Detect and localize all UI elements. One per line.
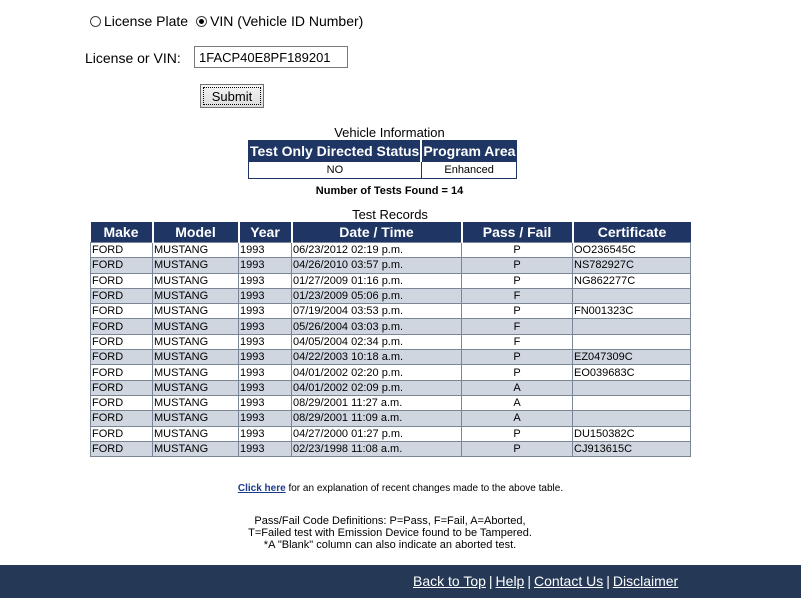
pass-fail-cell: A — [462, 395, 573, 410]
pass-fail-cell: P — [462, 350, 573, 365]
test-records-table — [90, 222, 691, 457]
certificate-header: Certificate — [573, 222, 691, 243]
program-area-value: Enhanced — [421, 162, 517, 179]
make-cell: FORD — [91, 350, 153, 365]
pass-fail-cell: P — [462, 258, 573, 273]
year-header: Year — [239, 222, 292, 243]
make-cell: FORD — [91, 273, 153, 288]
make-cell: FORD — [91, 243, 153, 258]
model-cell: MUSTANG — [153, 243, 239, 258]
search-type-group — [90, 13, 371, 29]
click-here-link[interactable]: Click here — [237, 483, 286, 494]
certificate-cell — [573, 411, 691, 426]
model-cell: MUSTANG — [153, 411, 239, 426]
pass-fail-cell: P — [462, 273, 573, 288]
pass-fail-cell: F — [462, 319, 573, 334]
model-cell: MUSTANG — [153, 304, 239, 319]
vin-label[interactable]: VIN (Vehicle ID Number) — [210, 13, 364, 29]
certificate-cell — [573, 380, 691, 395]
certificate-cell — [573, 395, 691, 410]
license-plate-label[interactable]: License Plate — [104, 13, 189, 29]
contact-us-link[interactable]: Contact Us — [533, 573, 604, 589]
model-cell: MUSTANG — [153, 288, 239, 303]
pass-fail-cell: F — [462, 288, 573, 303]
year-cell: 1993 — [239, 395, 292, 410]
vin-radio[interactable] — [196, 16, 207, 27]
model-cell: MUSTANG — [153, 334, 239, 349]
program-area-header: Program Area — [421, 141, 517, 162]
make-header: Make — [91, 222, 153, 243]
table-row — [91, 426, 691, 441]
footer-separator: | — [527, 573, 531, 589]
table-row — [91, 365, 691, 380]
pass-fail-header: Pass / Fail — [462, 222, 573, 243]
test-records-title: Test Records — [352, 207, 428, 222]
changes-note-text: for an explanation of recent changes made to the above table. — [285, 483, 564, 494]
year-cell: 1993 — [239, 380, 292, 395]
year-cell: 1993 — [239, 365, 292, 380]
make-cell: FORD — [91, 304, 153, 319]
test-only-directed-status-header: Test Only Directed Status — [249, 141, 422, 162]
disclaimer-link[interactable]: Disclaimer — [612, 573, 679, 589]
help-link[interactable]: Help — [495, 573, 525, 589]
model-cell: MUSTANG — [153, 258, 239, 273]
certificate-cell — [573, 288, 691, 303]
certificate-cell: DU150382C — [573, 426, 691, 441]
date-time-cell: 05/26/2004 03:03 p.m. — [292, 319, 462, 334]
model-cell: MUSTANG — [153, 426, 239, 441]
pass-fail-cell: A — [462, 380, 573, 395]
year-cell: 1993 — [239, 319, 292, 334]
model-cell: MUSTANG — [153, 380, 239, 395]
year-cell: 1993 — [239, 288, 292, 303]
vehicle-info-table — [248, 140, 517, 179]
date-time-cell: 01/23/2009 05:06 p.m. — [292, 288, 462, 303]
license-plate-radio[interactable] — [90, 16, 101, 27]
make-cell: FORD — [91, 441, 153, 456]
certificate-cell: EO039683C — [573, 365, 691, 380]
table-row — [91, 304, 691, 319]
table-row — [91, 288, 691, 303]
year-cell: 1993 — [239, 304, 292, 319]
certificate-cell: OO236545C — [573, 243, 691, 258]
year-cell: 1993 — [239, 273, 292, 288]
model-cell: MUSTANG — [153, 365, 239, 380]
footer-separator: | — [606, 573, 610, 589]
table-row — [91, 273, 691, 288]
year-cell: 1993 — [239, 411, 292, 426]
year-cell: 1993 — [239, 334, 292, 349]
certificate-cell: FN001323C — [573, 304, 691, 319]
make-cell: FORD — [91, 426, 153, 441]
date-time-cell: 04/05/2004 02:34 p.m. — [292, 334, 462, 349]
date-time-header: Date / Time — [292, 222, 462, 243]
certificate-cell: NS782927C — [573, 258, 691, 273]
model-cell: MUSTANG — [153, 441, 239, 456]
make-cell: FORD — [91, 258, 153, 273]
certificate-cell — [573, 319, 691, 334]
make-cell: FORD — [91, 319, 153, 334]
date-time-cell: 01/27/2009 01:16 p.m. — [292, 273, 462, 288]
make-cell: FORD — [91, 334, 153, 349]
pass-fail-cell: P — [462, 426, 573, 441]
year-cell: 1993 — [239, 243, 292, 258]
year-cell: 1993 — [239, 441, 292, 456]
certificate-cell: CJ913615C — [573, 441, 691, 456]
test-records-header-row — [91, 222, 691, 243]
table-row — [91, 395, 691, 410]
table-row — [91, 319, 691, 334]
license-or-vin-label: License or VIN: — [85, 50, 181, 66]
model-cell: MUSTANG — [153, 319, 239, 334]
footer — [0, 565, 801, 598]
date-time-cell: 08/29/2001 11:09 a.m. — [292, 411, 462, 426]
test-only-directed-status-value: NO — [249, 162, 422, 179]
year-cell: 1993 — [239, 426, 292, 441]
pass-fail-cell: P — [462, 441, 573, 456]
pass-fail-cell: A — [462, 411, 573, 426]
submit-button[interactable]: Submit — [200, 84, 264, 108]
model-header: Model — [153, 222, 239, 243]
definitions-line: Pass/Fail Code Definitions: P=Pass, F=Fail, A=Aborted, — [254, 515, 526, 527]
date-time-cell: 04/22/2003 10:18 a.m. — [292, 350, 462, 365]
year-cell: 1993 — [239, 350, 292, 365]
date-time-cell: 04/27/2000 01:27 p.m. — [292, 426, 462, 441]
model-cell: MUSTANG — [153, 395, 239, 410]
make-cell: FORD — [91, 411, 153, 426]
date-time-cell: 06/23/2012 02:19 p.m. — [292, 243, 462, 258]
pass-fail-cell: F — [462, 334, 573, 349]
back-to-top-link[interactable]: Back to Top — [413, 573, 486, 589]
model-cell: MUSTANG — [153, 273, 239, 288]
table-row — [91, 380, 691, 395]
table-row — [91, 243, 691, 258]
model-cell: MUSTANG — [153, 350, 239, 365]
make-cell: FORD — [91, 380, 153, 395]
table-row — [91, 334, 691, 349]
table-row — [91, 411, 691, 426]
license-or-vin-input[interactable] — [194, 46, 348, 68]
certificate-cell: NG862277C — [573, 273, 691, 288]
make-cell: FORD — [91, 395, 153, 410]
date-time-cell: 04/26/2010 03:57 p.m. — [292, 258, 462, 273]
vehicle-info-title: Vehicle Information — [334, 125, 445, 140]
pass-fail-cell: P — [462, 365, 573, 380]
table-row — [91, 350, 691, 365]
changes-note — [0, 483, 801, 494]
make-cell: FORD — [91, 365, 153, 380]
footer-separator: | — [488, 573, 493, 589]
tests-found-count: Number of Tests Found = 14 — [315, 185, 464, 197]
table-row — [91, 258, 691, 273]
pass-fail-cell: P — [462, 243, 573, 258]
definitions-line: T=Failed test with Emission Device found to be Tampered. — [248, 527, 532, 539]
certificate-cell — [573, 334, 691, 349]
date-time-cell: 02/23/1998 11:08 a.m. — [292, 441, 462, 456]
pass-fail-cell: P — [462, 304, 573, 319]
definitions-line: *A "Blank" column can also indicate an aborted test. — [263, 539, 517, 551]
make-cell: FORD — [91, 288, 153, 303]
certificate-cell: EZ047309C — [573, 350, 691, 365]
table-row — [91, 441, 691, 456]
date-time-cell: 07/19/2004 03:53 p.m. — [292, 304, 462, 319]
year-cell: 1993 — [239, 258, 292, 273]
footer-links — [413, 573, 678, 589]
date-time-cell: 04/01/2002 02:09 p.m. — [292, 380, 462, 395]
date-time-cell: 08/29/2001 11:27 a.m. — [292, 395, 462, 410]
date-time-cell: 04/01/2002 02:20 p.m. — [292, 365, 462, 380]
pass-fail-definitions — [0, 515, 780, 551]
